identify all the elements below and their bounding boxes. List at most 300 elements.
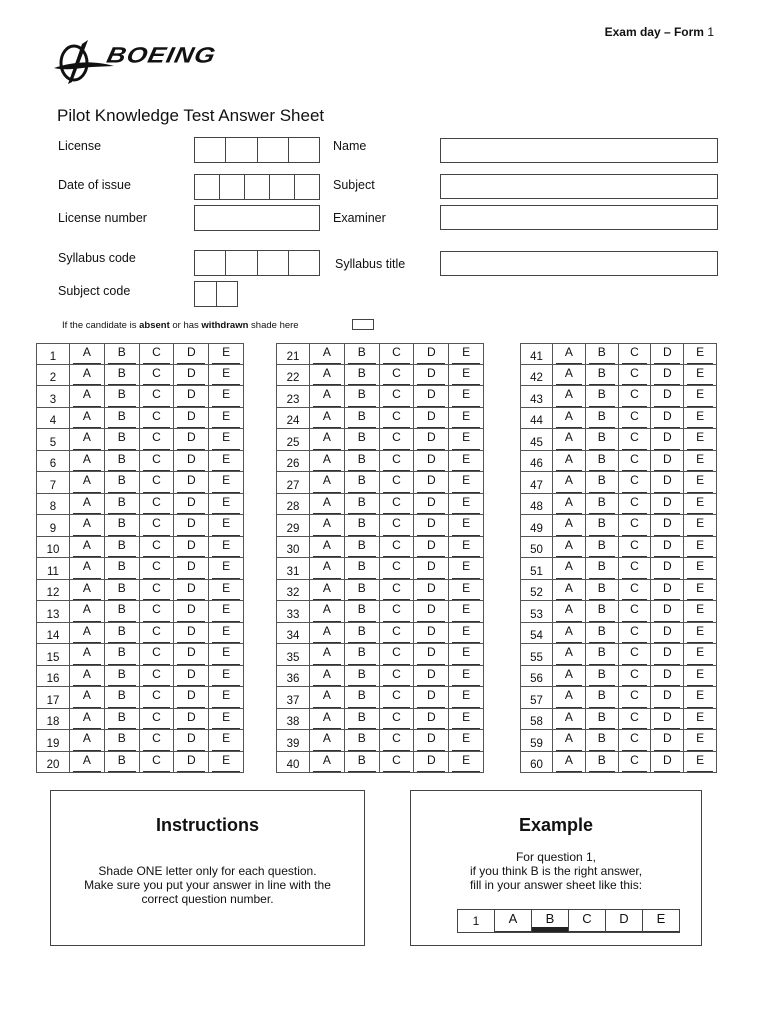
answer-option-c[interactable]: C [380,344,415,364]
answer-option-e[interactable]: E [209,365,244,386]
answer-option-c[interactable]: C [619,687,652,708]
answer-option-c[interactable]: C [380,752,415,773]
answer-option-d[interactable]: D [414,558,449,579]
answer-option-d[interactable]: D [414,580,449,601]
answer-option-b[interactable]: B [105,709,140,730]
answer-option-e[interactable]: E [449,494,484,515]
license-number-input[interactable] [194,205,320,231]
answer-option-d[interactable]: D [651,429,684,450]
answer-option-b[interactable]: B [345,515,380,536]
answer-option-c[interactable]: C [619,344,652,364]
answer-option-e[interactable]: E [209,515,244,536]
answer-option-d[interactable]: D [651,666,684,687]
answer-option-a[interactable]: A [70,494,105,515]
subject-input[interactable] [440,174,718,199]
answer-option-b[interactable]: B [105,408,140,429]
answer-option-d[interactable]: D [414,687,449,708]
answer-option-b[interactable]: B [345,537,380,558]
answer-option-c[interactable]: C [380,494,415,515]
answer-option-e[interactable]: E [449,365,484,386]
answer-option-e[interactable]: E [449,623,484,644]
answer-option-e[interactable]: E [449,752,484,773]
answer-option-e[interactable]: E [684,709,717,730]
answer-option-d[interactable]: D [174,644,209,665]
answer-option-d[interactable]: D [174,344,209,364]
answer-option-e[interactable]: E [449,515,484,536]
answer-option-d[interactable]: D [174,408,209,429]
answer-option-b[interactable]: B [586,687,619,708]
answer-option-b[interactable]: B [105,429,140,450]
answer-option-d[interactable]: D [651,494,684,515]
answer-option-c[interactable]: C [619,429,652,450]
answer-option-c[interactable]: C [380,623,415,644]
answer-option-e[interactable]: E [449,408,484,429]
answer-option-e[interactable]: E [684,601,717,622]
answer-option-c[interactable]: C [380,580,415,601]
answer-option-e[interactable]: E [209,451,244,472]
answer-option-b[interactable]: B [105,344,140,364]
answer-option-c[interactable]: C [140,537,175,558]
answer-option-e[interactable]: E [684,472,717,493]
answer-option-b[interactable]: B [105,601,140,622]
answer-option-c[interactable]: C [140,752,175,773]
answer-option-a[interactable]: A [310,494,345,515]
answer-option-c[interactable]: C [380,558,415,579]
answer-option-d[interactable]: D [414,408,449,429]
answer-option-c[interactable]: C [140,730,175,751]
answer-option-a[interactable]: A [70,365,105,386]
answer-option-b[interactable]: B [105,515,140,536]
answer-option-b[interactable]: B [105,580,140,601]
answer-option-e[interactable]: E [209,386,244,407]
answer-option-d[interactable]: D [651,580,684,601]
answer-option-b[interactable]: B [586,344,619,364]
answer-option-e[interactable]: E [684,666,717,687]
answer-option-d[interactable]: D [414,386,449,407]
answer-option-d[interactable]: D [174,752,209,773]
answer-option-d[interactable]: D [651,344,684,364]
answer-option-e[interactable]: E [684,451,717,472]
answer-option-a[interactable]: A [70,558,105,579]
answer-option-b[interactable]: B [586,429,619,450]
answer-option-d[interactable]: D [414,451,449,472]
answer-option-a[interactable]: A [70,623,105,644]
answer-option-a[interactable]: A [553,515,586,536]
answer-option-d[interactable]: D [174,451,209,472]
answer-option-c[interactable]: C [380,709,415,730]
answer-option-e[interactable]: E [209,494,244,515]
answer-option-c[interactable]: C [140,515,175,536]
answer-option-a[interactable]: A [310,580,345,601]
answer-option-a[interactable]: A [310,752,345,773]
answer-option-b[interactable]: B [105,687,140,708]
answer-option-d[interactable]: D [414,730,449,751]
answer-option-c[interactable]: C [140,386,175,407]
answer-option-b[interactable]: B [345,752,380,773]
answer-option-c[interactable]: C [619,472,652,493]
answer-option-d[interactable]: D [651,709,684,730]
answer-option-c[interactable]: C [380,601,415,622]
answer-option-d[interactable]: D [651,687,684,708]
answer-option-e[interactable]: E [449,558,484,579]
syllabus-title-input[interactable] [440,251,718,276]
answer-option-c[interactable]: C [140,558,175,579]
answer-option-a[interactable]: A [70,687,105,708]
answer-option-c[interactable]: C [140,580,175,601]
answer-option-d[interactable]: D [174,515,209,536]
answer-option-a[interactable]: A [310,644,345,665]
answer-option-b[interactable]: B [586,386,619,407]
answer-option-a[interactable]: A [70,601,105,622]
answer-option-d[interactable]: D [651,558,684,579]
answer-option-b[interactable]: B [105,666,140,687]
answer-option-d[interactable]: D [414,472,449,493]
answer-option-d[interactable]: D [414,515,449,536]
answer-option-c[interactable]: C [619,752,652,773]
answer-option-b[interactable]: B [345,709,380,730]
answer-option-e[interactable]: E [449,666,484,687]
answer-option-c[interactable]: C [619,386,652,407]
answer-option-a[interactable]: A [310,451,345,472]
answer-option-e[interactable]: E [449,344,484,364]
answer-option-d[interactable]: D [651,408,684,429]
answer-option-d[interactable]: D [174,537,209,558]
answer-option-d[interactable]: D [651,730,684,751]
answer-option-b[interactable]: B [105,365,140,386]
answer-option-a[interactable]: A [310,666,345,687]
answer-option-c[interactable]: C [140,666,175,687]
answer-option-b[interactable]: B [345,386,380,407]
answer-option-a[interactable]: A [553,687,586,708]
answer-option-a[interactable]: A [553,623,586,644]
answer-option-c[interactable]: C [619,666,652,687]
examiner-input[interactable] [440,205,718,230]
answer-option-a[interactable]: A [70,537,105,558]
answer-option-a[interactable]: A [310,537,345,558]
answer-option-b[interactable]: B [345,623,380,644]
answer-option-d[interactable]: D [414,429,449,450]
answer-option-d[interactable]: D [651,601,684,622]
answer-option-b[interactable]: B [105,730,140,751]
answer-option-a[interactable]: A [553,365,586,386]
answer-option-c[interactable]: C [619,580,652,601]
answer-option-a[interactable]: A [310,344,345,364]
answer-option-d[interactable]: D [174,709,209,730]
answer-option-e[interactable]: E [684,386,717,407]
answer-option-a[interactable]: A [553,601,586,622]
answer-option-c[interactable]: C [140,601,175,622]
answer-option-a[interactable]: A [70,752,105,773]
subject-code-input[interactable] [194,281,238,307]
answer-option-e[interactable]: E [209,344,244,364]
answer-option-a[interactable]: A [310,472,345,493]
answer-option-d[interactable]: D [174,730,209,751]
answer-option-c[interactable]: C [380,644,415,665]
answer-option-b[interactable]: B [345,365,380,386]
answer-option-e[interactable]: E [209,429,244,450]
answer-option-d[interactable]: D [651,623,684,644]
answer-option-a[interactable]: A [310,730,345,751]
answer-option-c[interactable]: C [619,644,652,665]
answer-option-c[interactable]: C [380,472,415,493]
answer-option-c[interactable]: C [380,429,415,450]
answer-option-b[interactable]: B [105,558,140,579]
answer-option-a[interactable]: A [70,515,105,536]
answer-option-b[interactable]: B [105,472,140,493]
answer-option-a[interactable]: A [70,580,105,601]
answer-option-a[interactable]: A [310,515,345,536]
answer-option-b[interactable]: B [586,666,619,687]
answer-option-c[interactable]: C [380,666,415,687]
answer-option-c[interactable]: C [140,408,175,429]
answer-option-d[interactable]: D [414,494,449,515]
answer-option-a[interactable]: A [70,429,105,450]
answer-option-d[interactable]: D [651,752,684,773]
syllabus-code-input[interactable] [194,250,320,276]
answer-option-d[interactable]: D [174,494,209,515]
answer-option-e[interactable]: E [684,408,717,429]
answer-option-e[interactable]: E [684,687,717,708]
answer-option-b[interactable]: B [586,515,619,536]
answer-option-d[interactable]: D [651,644,684,665]
answer-option-e[interactable]: E [209,537,244,558]
answer-option-c[interactable]: C [619,730,652,751]
answer-option-a[interactable]: A [70,344,105,364]
answer-option-e[interactable]: E [449,687,484,708]
license-input[interactable] [194,137,320,163]
answer-option-e[interactable]: E [209,472,244,493]
answer-option-a[interactable]: A [70,472,105,493]
answer-option-e[interactable]: E [449,709,484,730]
answer-option-a[interactable]: A [70,666,105,687]
answer-option-d[interactable]: D [174,429,209,450]
answer-option-b[interactable]: B [105,644,140,665]
answer-option-e[interactable]: E [684,623,717,644]
answer-option-c[interactable]: C [140,344,175,364]
answer-option-a[interactable]: A [310,429,345,450]
answer-option-e[interactable]: E [684,537,717,558]
answer-option-b[interactable]: B [586,537,619,558]
answer-option-c[interactable]: C [380,515,415,536]
answer-option-a[interactable]: A [553,558,586,579]
answer-option-b[interactable]: B [345,580,380,601]
answer-option-d[interactable]: D [174,666,209,687]
answer-option-c[interactable]: C [619,451,652,472]
answer-option-e[interactable]: E [449,429,484,450]
answer-option-b[interactable]: B [345,644,380,665]
answer-option-b[interactable]: B [105,537,140,558]
answer-option-d[interactable]: D [414,623,449,644]
answer-option-a[interactable]: A [70,709,105,730]
answer-option-a[interactable]: A [310,558,345,579]
answer-option-e[interactable]: E [209,623,244,644]
answer-option-d[interactable]: D [414,601,449,622]
answer-option-e[interactable]: E [684,580,717,601]
answer-option-a[interactable]: A [553,730,586,751]
answer-option-b[interactable]: B [345,730,380,751]
answer-option-e[interactable]: E [449,451,484,472]
answer-option-c[interactable]: C [619,365,652,386]
answer-option-e[interactable]: E [209,709,244,730]
answer-option-a[interactable]: A [310,709,345,730]
answer-option-a[interactable]: A [553,494,586,515]
answer-option-d[interactable]: D [174,386,209,407]
answer-option-e[interactable]: E [684,752,717,773]
answer-option-c[interactable]: C [619,494,652,515]
answer-option-b[interactable]: B [345,601,380,622]
answer-option-a[interactable]: A [553,666,586,687]
answer-option-a[interactable]: A [70,451,105,472]
answer-option-c[interactable]: C [380,451,415,472]
answer-option-e[interactable]: E [209,558,244,579]
answer-option-b[interactable]: B [586,601,619,622]
answer-option-a[interactable]: A [70,386,105,407]
answer-option-c[interactable]: C [140,494,175,515]
answer-option-a[interactable]: A [553,644,586,665]
answer-option-b[interactable]: B [345,408,380,429]
answer-option-b[interactable]: B [586,365,619,386]
answer-option-b[interactable]: B [345,494,380,515]
answer-option-e[interactable]: E [684,344,717,364]
answer-option-e[interactable]: E [209,752,244,773]
answer-option-b[interactable]: B [586,494,619,515]
answer-option-a[interactable]: A [310,408,345,429]
answer-option-d[interactable]: D [414,644,449,665]
answer-option-c[interactable]: C [140,623,175,644]
answer-option-e[interactable]: E [684,494,717,515]
answer-option-a[interactable]: A [553,752,586,773]
answer-option-c[interactable]: C [380,730,415,751]
answer-option-d[interactable]: D [414,365,449,386]
answer-option-b[interactable]: B [586,451,619,472]
answer-option-e[interactable]: E [684,558,717,579]
answer-option-d[interactable]: D [174,365,209,386]
answer-option-e[interactable]: E [684,429,717,450]
answer-option-e[interactable]: E [449,386,484,407]
answer-option-c[interactable]: C [380,687,415,708]
answer-option-c[interactable]: C [619,558,652,579]
answer-option-e[interactable]: E [449,601,484,622]
answer-option-a[interactable]: A [553,386,586,407]
answer-option-b[interactable]: B [345,344,380,364]
answer-option-a[interactable]: A [310,623,345,644]
answer-option-d[interactable]: D [174,687,209,708]
answer-option-c[interactable]: C [380,365,415,386]
answer-option-d[interactable]: D [651,451,684,472]
answer-option-d[interactable]: D [414,537,449,558]
answer-option-e[interactable]: E [209,730,244,751]
answer-option-e[interactable]: E [684,515,717,536]
answer-option-e[interactable]: E [449,730,484,751]
answer-option-d[interactable]: D [651,537,684,558]
answer-option-d[interactable]: D [414,666,449,687]
date-of-issue-input[interactable] [194,174,320,200]
answer-option-e[interactable]: E [209,408,244,429]
answer-option-a[interactable]: A [553,429,586,450]
answer-option-a[interactable]: A [553,580,586,601]
answer-option-c[interactable]: C [619,515,652,536]
answer-option-b[interactable]: B [105,752,140,773]
answer-option-e[interactable]: E [684,730,717,751]
answer-option-b[interactable]: B [345,451,380,472]
answer-option-b[interactable]: B [345,429,380,450]
answer-option-e[interactable]: E [684,365,717,386]
answer-option-b[interactable]: B [586,580,619,601]
answer-option-d[interactable]: D [414,344,449,364]
answer-option-d[interactable]: D [651,365,684,386]
answer-option-c[interactable]: C [619,623,652,644]
answer-option-b[interactable]: B [105,623,140,644]
answer-option-a[interactable]: A [310,365,345,386]
answer-option-c[interactable]: C [619,537,652,558]
answer-option-d[interactable]: D [651,515,684,536]
answer-option-b[interactable]: B [345,666,380,687]
answer-option-c[interactable]: C [380,537,415,558]
answer-option-c[interactable]: C [140,644,175,665]
answer-option-e[interactable]: E [449,537,484,558]
answer-option-b[interactable]: B [586,752,619,773]
answer-option-a[interactable]: A [553,408,586,429]
answer-option-a[interactable]: A [553,537,586,558]
answer-option-c[interactable]: C [380,408,415,429]
answer-option-d[interactable]: D [174,580,209,601]
answer-option-b[interactable]: B [345,472,380,493]
answer-option-e[interactable]: E [209,666,244,687]
answer-option-b[interactable]: B [586,408,619,429]
answer-option-d[interactable]: D [414,709,449,730]
answer-option-c[interactable]: C [140,451,175,472]
name-input[interactable] [440,138,718,163]
answer-option-e[interactable]: E [209,601,244,622]
answer-option-b[interactable]: B [586,644,619,665]
answer-option-a[interactable]: A [310,687,345,708]
answer-option-a[interactable]: A [70,730,105,751]
answer-option-e[interactable]: E [449,580,484,601]
answer-option-c[interactable]: C [140,472,175,493]
answer-option-c[interactable]: C [619,408,652,429]
answer-option-b[interactable]: B [105,451,140,472]
answer-option-b[interactable]: B [586,623,619,644]
answer-option-d[interactable]: D [174,472,209,493]
answer-option-e[interactable]: E [449,644,484,665]
answer-option-b[interactable]: B [345,687,380,708]
answer-option-a[interactable]: A [70,644,105,665]
answer-option-d[interactable]: D [174,623,209,644]
answer-option-b[interactable]: B [105,386,140,407]
answer-option-c[interactable]: C [140,365,175,386]
answer-option-c[interactable]: C [140,687,175,708]
answer-option-d[interactable]: D [651,472,684,493]
answer-option-b[interactable]: B [586,472,619,493]
answer-option-a[interactable]: A [553,472,586,493]
answer-option-b[interactable]: B [586,709,619,730]
answer-option-c[interactable]: C [619,601,652,622]
answer-option-a[interactable]: A [553,344,586,364]
answer-option-b[interactable]: B [586,730,619,751]
answer-option-c[interactable]: C [619,709,652,730]
absent-shade-box[interactable] [352,319,374,330]
answer-option-a[interactable]: A [553,709,586,730]
answer-option-e[interactable]: E [209,687,244,708]
answer-option-a[interactable]: A [70,408,105,429]
answer-option-e[interactable]: E [449,472,484,493]
answer-option-d[interactable]: D [174,558,209,579]
answer-option-e[interactable]: E [209,580,244,601]
answer-option-e[interactable]: E [684,644,717,665]
answer-option-b[interactable]: B [345,558,380,579]
answer-option-c[interactable]: C [140,429,175,450]
answer-option-c[interactable]: C [140,709,175,730]
